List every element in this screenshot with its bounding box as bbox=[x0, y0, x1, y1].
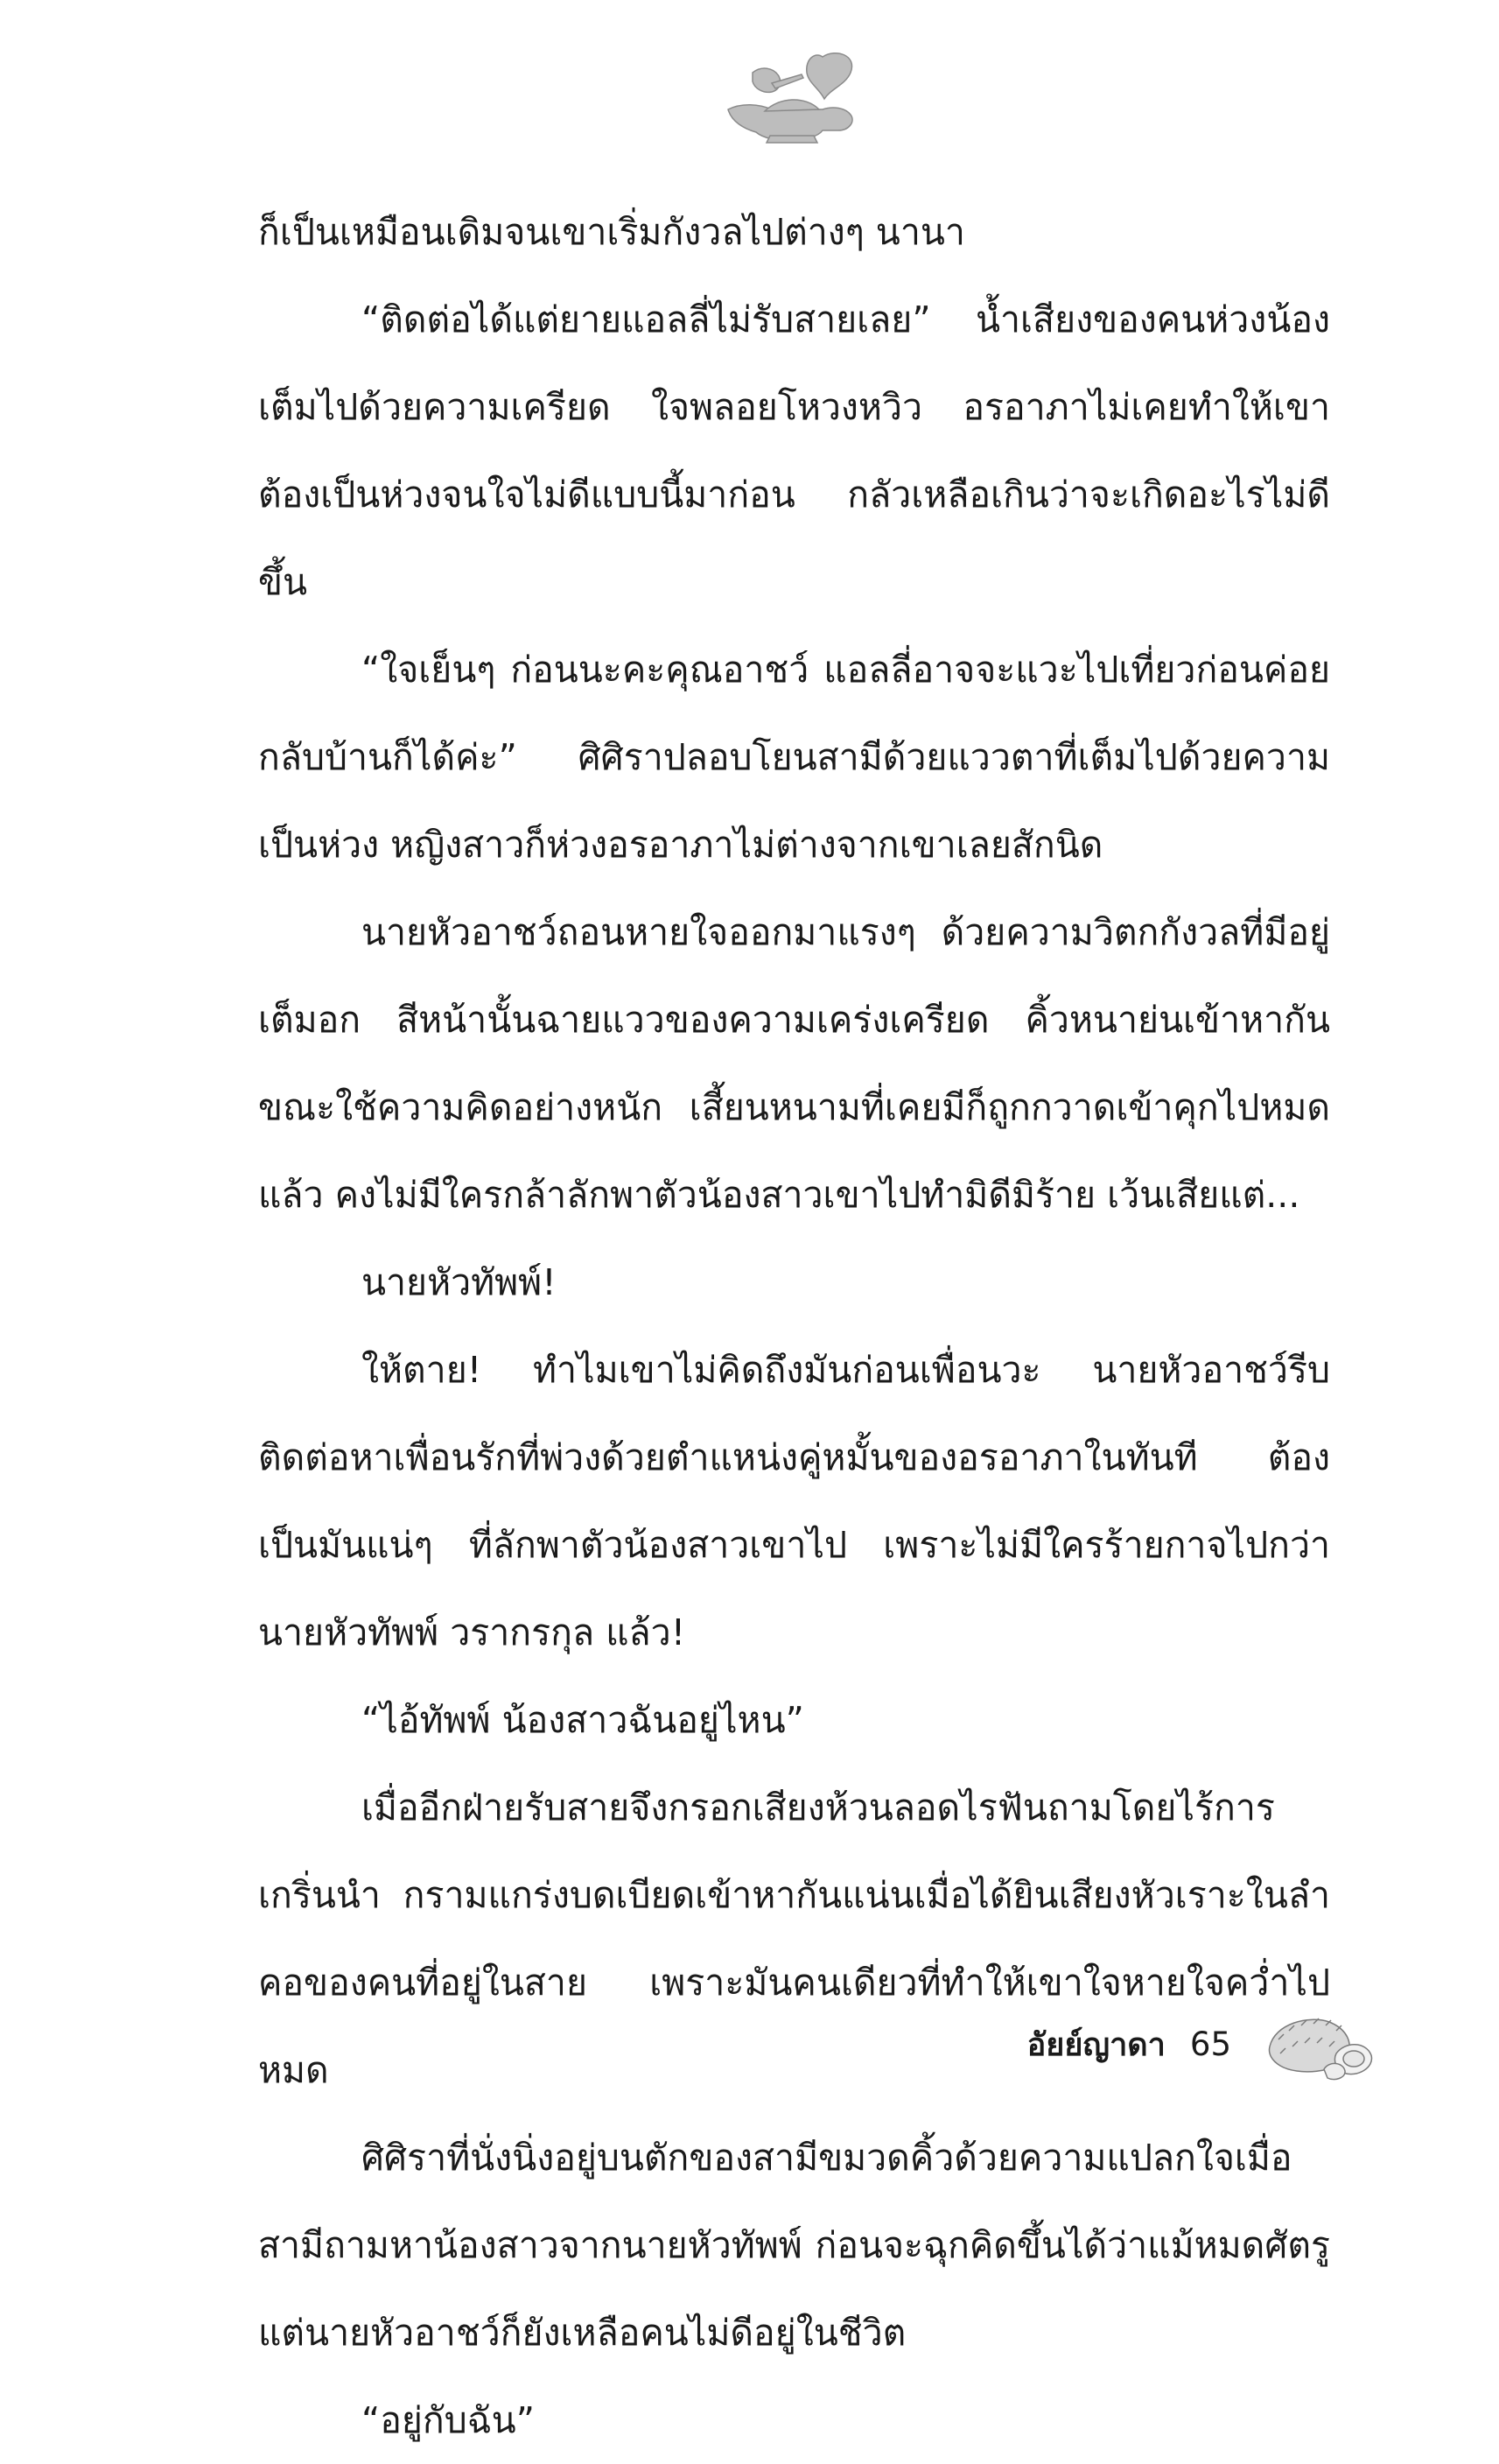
paragraph: ให้ตาย! ทำไมเขาไม่คิดถึงมันก่อนเพื่อนวะ นายหัวอาชว์รีบติดต่อหาเพื่อนรักที่พ่วงด้วยตำแหน่งคู่หมั้นของอรอาภาในทันที ต้องเป็นมันแน่ๆ ที่ลักพาตัวน้องสาวเขาไป เพราะไม่มีใครร้ายกาจไปกว่านายหัวทัพพ์ วรากรกุล แล้ว! bbox=[258, 1349, 1330, 1653]
paragraph: นายหัวทัพพ์! bbox=[361, 1261, 557, 1303]
paragraph: “ใจเย็นๆ ก่อนนะคะคุณอาชว์ แอลลี่อาจจะแวะไปเที่ยวก่อนค่อยกลับบ้านก็ได้ค่ะ” ศิศิราปลอบโยนสามีด้วยแววตาที่เต็มไปด้วยความเป็นห่วง หญิงสาวก็ห่วงอรอาภาไม่ต่างจากเขาเลยสักนิด bbox=[258, 649, 1330, 866]
paragraph: ก็เป็นเหมือนเดิมจนเขาเริ่มกังวลไปต่างๆ นานา bbox=[258, 211, 965, 253]
chapter-body bbox=[258, 188, 1330, 2464]
paragraph: นายหัวอาชว์ถอนหายใจออกมาแรงๆ ด้วยความวิตกกังวลที่มีอยู่เต็มอก สีหน้านั้นฉายแววของความเคร่งเครียด คิ้วหนาย่นเข้าหากันขณะใช้ความคิดอย่างหนัก เสี้ยนหนามที่เคยมีก็ถูกกวาดเข้าคุกไปหมดแล้ว คงไม่มีใครกล้าลักพาตัวน้องสาวเขาไปทำมิดีมิร้าย เว้นเสียแต่... bbox=[258, 911, 1330, 1216]
paragraph: “ไอ้ทัพพ์ น้องสาวฉันอยู่ไหน” bbox=[361, 1699, 804, 1741]
paragraph: ศิศิราที่นั่งนิ่งอยู่บนตักของสามีขมวดคิ้วด้วยความแปลกใจเมื่อสามีถามหาน้องสาวจากนายหัวทัพพ์ ก่อนจะฉุกคิดขึ้นได้ว่าแม้หมดศัตรูแต่นายหัวอาชว์ก็ยังเหลือคนไม่ดีอยู่ในชีวิต bbox=[258, 2137, 1330, 2354]
paragraph: “ติดต่อได้แต่ยายแอลลี่ไม่รับสายเลย” น้ำเสียงของคนห่วงน้องเต็มไปด้วยความเครียด ใจพลอยโหวงหวิว อรอาภาไม่เคยทำให้เขาต้องเป็นห่วงจนใจไม่ดีแบบนี้มาก่อน กลัวเหลือเกินว่าจะเกิดอะไรไม่ดีขึ้น bbox=[258, 298, 1330, 603]
author-name: อัยย์ญาดา bbox=[1026, 2026, 1166, 2063]
page-footer bbox=[1027, 2004, 1376, 2083]
page-number: 65 bbox=[1189, 2025, 1231, 2063]
paragraph: “อยู่กับฉัน” bbox=[361, 2399, 535, 2441]
durian-icon bbox=[1263, 2004, 1376, 2083]
cupid-lamp-ornament-icon bbox=[718, 48, 866, 153]
paragraph: เมื่ออีกฝ่ายรับสายจึงกรอกเสียงห้วนลอดไรฟันถามโดยไร้การเกริ่นนำ กรามแกร่งบดเบียดเข้าหากันแน่นเมื่อได้ยินเสียงหัวเราะในลำคอของคนที่อยู่ในสาย เพราะมันคนเดียวที่ทำให้เขาใจหายใจคว่ำไปหมด bbox=[258, 1787, 1330, 2091]
